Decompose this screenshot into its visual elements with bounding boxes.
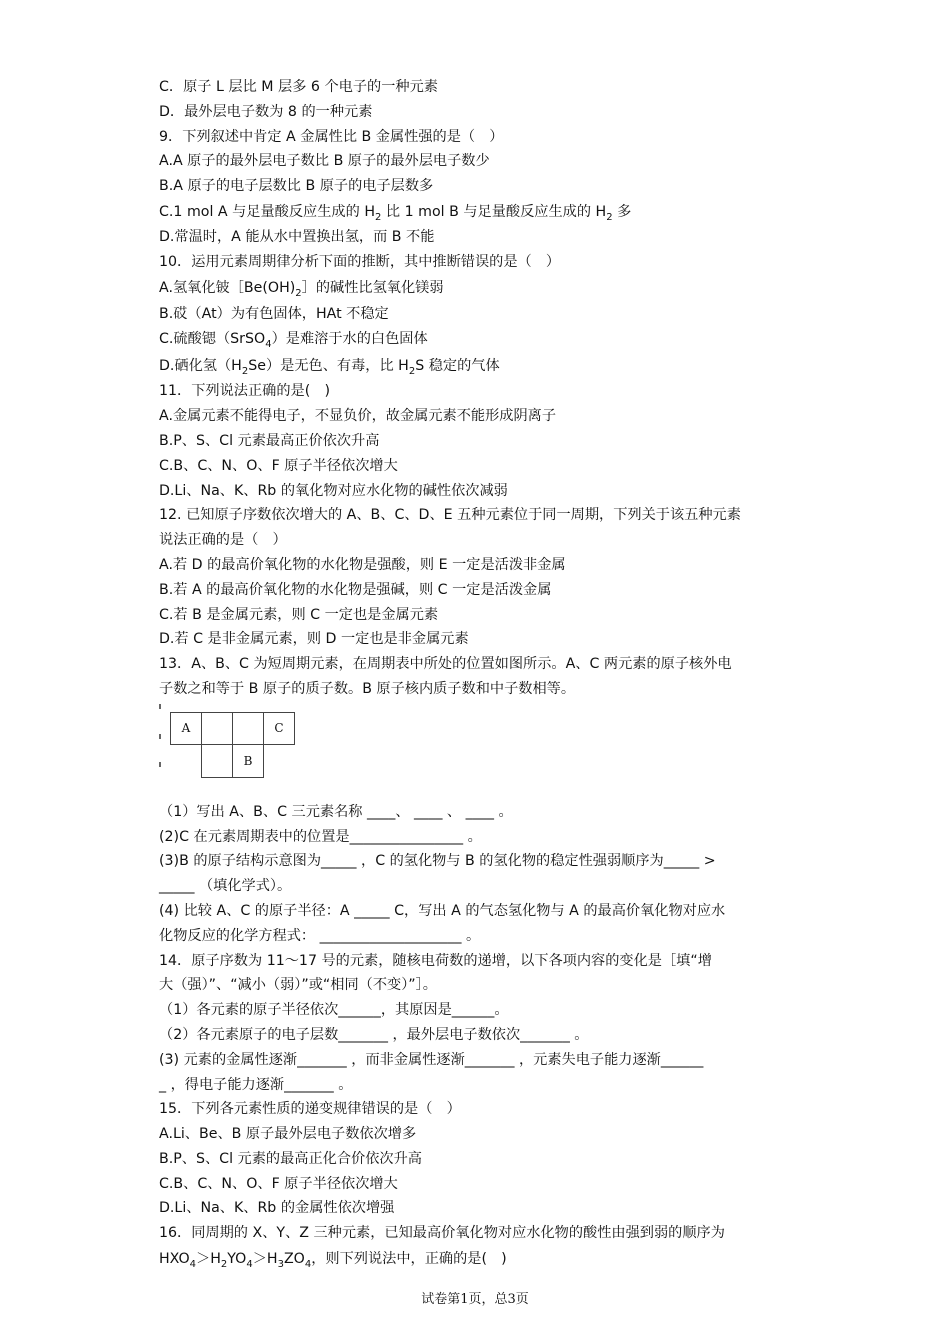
option-d: D.硒化氢$(H_2Se)$是无色、有毒，比 $H_2S$ 稳定的气体	[159, 357, 500, 377]
question-14-part-2: （2）各元素原子的电子层数_______ ，最外层电子数依次_______ 。	[159, 1026, 589, 1043]
option-a: A.金属元素不能得电子，不显负价，故金属元素不能形成阴离子	[159, 408, 557, 425]
scan-marks	[159, 702, 163, 772]
question-13-part-1: （1）写出 A、B、C 三元素名称 ____、 ____ 、 ____ 。	[159, 803, 513, 820]
question-14-stem-cont: 大（强）”、“减小（弱）”或“相同（不变）”］。	[159, 977, 437, 994]
option-a: A.氢氧化铍$[Be(OH)_2]$的碱性比氢氧化镁弱	[159, 280, 444, 300]
option-d: D.Li、Na、K、Rb 的氧化物对应水化物的碱性依次减弱	[159, 482, 508, 499]
text-line: C．原子 L 层比 M 层多 6 个电子的一种元素	[159, 79, 438, 95]
cell-empty	[232, 712, 264, 745]
question-9-stem: 9．下列叙述中肯定 A 金属性比 B 金属性强的是（ ）	[159, 128, 504, 145]
option-a: A.Li、Be、B 原子最外层电子数依次增多	[159, 1126, 417, 1143]
question-14-part-1: （1）各元素的原子半径依次______，其原因是______。	[159, 1002, 509, 1019]
option-b: B.P、S、Cl 元素的最高正化合价依次升高	[159, 1150, 422, 1167]
cell-empty	[201, 744, 233, 778]
cell-a: A	[170, 712, 202, 745]
question-16-stem-cont: $HXO_4>H_2YO_4>H_3ZO_4$，则下列说法中，正确的是( )	[159, 1251, 507, 1271]
option-b: B.砹（At）为有色固体，HAt 不稳定	[159, 305, 389, 322]
option-b: B.P、S、Cl 元素最高正价依次升高	[159, 432, 380, 449]
text-line: D．最外层电子数为 8 的一种元素	[159, 103, 373, 120]
question-16-stem: 16．同周期的 X、Y、Z 三种元素，已知最高价氧化物对应水化物的酸性由强到弱的顺序为	[159, 1225, 725, 1242]
option-d: D.若 C 是非金属元素，则 D 一定也是非金属元素	[159, 631, 469, 648]
question-13-part-4-cont: 化物反应的化学方程式： ____________________ 。	[159, 927, 481, 944]
question-14-part-3-cont: _ ，得电子能力逐渐_______ 。	[159, 1076, 353, 1093]
option-c: C.B、C、N、O、F 原子半径依次增大	[159, 457, 398, 474]
option-a: A.若 D 的最高价氧化物的水化物是强酸，则 E 一定是活泼非金属	[159, 556, 566, 573]
question-13-part-3: (3)B 的原子结构示意图为_____ ，C 的氢化物与 B 的氢化物的稳定性强弱顺序为_____ >	[159, 853, 716, 870]
question-13-stem: 13．A、B、C 为短周期元素，在周期表中所处的位置如图所示。A、C 两元素的原子核外电	[159, 656, 732, 673]
question-content	[159, 75, 799, 1273]
option-c: C.硫酸锶（SrSO$_4$）是难溶于水的白色固体	[159, 331, 428, 351]
option-b: B.A 原子的电子层数比 B 原子的电子层数多	[159, 178, 434, 195]
question-11-stem: 11．下列说法正确的是( )	[159, 383, 330, 400]
question-14-part-3: (3) 元素的金属性逐渐_______ ，而非金属性逐渐_______ ，元素失电子能力逐渐______	[159, 1051, 704, 1068]
cell-c: C	[263, 712, 295, 745]
cell-b: B	[232, 744, 264, 778]
question-15-stem: 15．下列各元素性质的递变规律错误的是（ ）	[159, 1101, 461, 1118]
question-13-stem-cont: 子数之和等于 B 原子的质子数。B 原子核内质子数和中子数相等。	[159, 680, 576, 697]
question-13-part-4: (4) 比较 A、C 的原子半径：A _____ C，写出 A 的气态氢化物与 A 的最高价氧化物对应水	[159, 902, 726, 919]
option-c: C.1 mol A 与足量酸反应生成的 $H_2$ 比 1 mol B 与足量酸反应生成的 $H_2$ 多	[159, 203, 632, 223]
cell-empty	[201, 712, 233, 745]
page-footer: 试卷第1页，总3页	[421, 1292, 529, 1307]
option-b: B.若 A 的最高价氧化物的水化物是强碱，则 C 一定是活泼金属	[159, 581, 552, 598]
question-14-stem: 14．原子序数为 11～17 号的元素，随核电荷数的递增，以下各项内容的变化是［填“增	[159, 952, 712, 969]
question-12-stem: 12. 已知原子序数依次增大的 A、B、C、D、E 五种元素位于同一周期，下列关于该五种元素	[159, 507, 741, 524]
question-13-part-2: (2)C 在元素周期表中的位置是________________ 。	[159, 828, 482, 845]
periodic-table-figure	[159, 702, 799, 800]
periodic-table-grid	[170, 712, 293, 778]
option-c: C.B、C、N、O、F 原子半径依次增大	[159, 1175, 398, 1192]
option-d: D.常温时，A 能从水中置换出氢，而 B 不能	[159, 229, 435, 246]
option-a: A.A 原子的最外层电子数比 B 原子的最外层电子数少	[159, 153, 490, 170]
question-10-stem: 10．运用元素周期律分析下面的推断，其中推断错误的是（ ）	[159, 254, 561, 271]
option-c: C.若 B 是金属元素，则 C 一定也是金属元素	[159, 606, 439, 623]
option-d: D.Li、Na、K、Rb 的金属性依次增强	[159, 1200, 395, 1217]
question-13-part-3-cont: _____ （填化学式）。	[159, 878, 292, 895]
question-12-stem-cont: 说法正确的是（ ）	[159, 532, 287, 549]
